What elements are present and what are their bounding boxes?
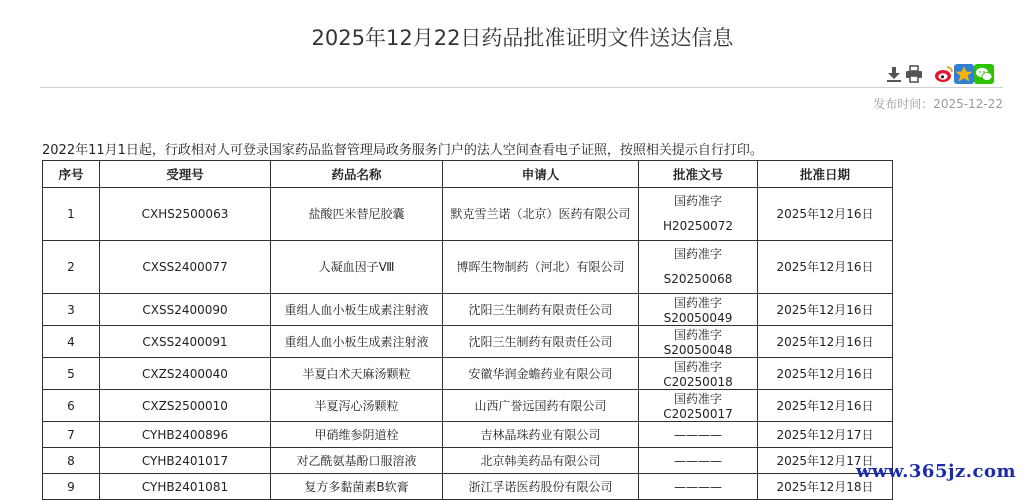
cell-index: 3 bbox=[43, 294, 100, 326]
cell-approval-date: 2025年12月18日 bbox=[758, 474, 893, 500]
table-header-row bbox=[43, 161, 893, 188]
cell-drug-name: 重组人血小板生成素注射液 bbox=[271, 294, 443, 326]
table-row bbox=[43, 422, 893, 448]
table-row bbox=[43, 241, 893, 294]
table-row bbox=[43, 294, 893, 326]
cell-acceptance-no: CXZS2400040 bbox=[100, 358, 271, 390]
cell-acceptance-no: CXSS2400090 bbox=[100, 294, 271, 326]
header-index: 序号 bbox=[43, 161, 100, 188]
table-row bbox=[43, 358, 893, 390]
cell-drug-name: 人凝血因子Ⅷ bbox=[271, 241, 443, 294]
page-title: 2025年12月22日药品批准证明文件送达信息 bbox=[311, 26, 734, 50]
cell-index: 8 bbox=[43, 448, 100, 474]
header-applicant: 申请人 bbox=[443, 161, 639, 188]
cell-drug-name: 半夏白术天麻汤颗粒 bbox=[271, 358, 443, 390]
approval-table bbox=[42, 160, 893, 500]
cell-drug-name: 对乙酰氨基酚口服溶液 bbox=[271, 448, 443, 474]
cell-drug-name: 盐酸匹米替尼胶囊 bbox=[271, 188, 443, 241]
cell-index: 9 bbox=[43, 474, 100, 500]
cell-approval-date: 2025年12月16日 bbox=[758, 241, 893, 294]
table-row bbox=[43, 448, 893, 474]
cell-index: 5 bbox=[43, 358, 100, 390]
table-row bbox=[43, 474, 893, 500]
cell-applicant: 山西广誉远国药有限公司 bbox=[443, 390, 639, 422]
site-watermark: www.365jz.com bbox=[855, 461, 1016, 482]
cell-index: 7 bbox=[43, 422, 100, 448]
cell-approval-no: ———— bbox=[639, 422, 758, 448]
cell-approval-date: 2025年12月16日 bbox=[758, 326, 893, 358]
cell-approval-no: 国药准字S20050049 bbox=[639, 294, 758, 326]
cell-acceptance-no: CYHB2400896 bbox=[100, 422, 271, 448]
publish-date: 发布时间：2025-12-22 bbox=[873, 97, 1003, 111]
print-icon[interactable] bbox=[904, 64, 924, 84]
notice-text: 2022年11月1日起，行政相对人可登录国家药品监督管理局政务服务门户的法人空间查看电子证照，按照相关提示自行打印。 bbox=[42, 143, 763, 158]
cell-index: 4 bbox=[43, 326, 100, 358]
cell-acceptance-no: CXZS2500010 bbox=[100, 390, 271, 422]
cell-applicant: 浙江孚诺医药股份有限公司 bbox=[443, 474, 639, 500]
cell-approval-date: 2025年12月17日 bbox=[758, 422, 893, 448]
share-toolbar bbox=[884, 64, 994, 84]
cell-drug-name: 甲硝维参阴道栓 bbox=[271, 422, 443, 448]
cell-applicant: 北京韩美药品有限公司 bbox=[443, 448, 639, 474]
header-drug-name: 药品名称 bbox=[271, 161, 443, 188]
table-row bbox=[43, 188, 893, 241]
title-divider bbox=[40, 87, 1003, 88]
cell-approval-date: 2025年12月16日 bbox=[758, 294, 893, 326]
cell-drug-name: 半夏泻心汤颗粒 bbox=[271, 390, 443, 422]
header-approval-date: 批准日期 bbox=[758, 161, 893, 188]
download-icon[interactable] bbox=[884, 64, 904, 84]
cell-acceptance-no: CXSS2400091 bbox=[100, 326, 271, 358]
cell-approval-no: 国药准字H20250072 bbox=[639, 188, 758, 241]
table-row bbox=[43, 326, 893, 358]
cell-approval-no: 国药准字C20250017 bbox=[639, 390, 758, 422]
cell-applicant: 安徽华润金蟾药业有限公司 bbox=[443, 358, 639, 390]
cell-approval-date: 2025年12月16日 bbox=[758, 188, 893, 241]
table-row bbox=[43, 390, 893, 422]
cell-index: 1 bbox=[43, 188, 100, 241]
cell-acceptance-no: CYHB2401081 bbox=[100, 474, 271, 500]
cell-approval-no: 国药准字C20250018 bbox=[639, 358, 758, 390]
cell-approval-date: 2025年12月17日 bbox=[758, 448, 893, 474]
wechat-icon[interactable] bbox=[974, 64, 994, 84]
weibo-icon[interactable] bbox=[934, 64, 954, 84]
cell-approval-no: 国药准字S20050048 bbox=[639, 326, 758, 358]
cell-approval-no: ———— bbox=[639, 448, 758, 474]
cell-index: 6 bbox=[43, 390, 100, 422]
cell-approval-no: 国药准字S20250068 bbox=[639, 241, 758, 294]
qzone-icon[interactable] bbox=[954, 64, 974, 84]
cell-acceptance-no: CXHS2500063 bbox=[100, 188, 271, 241]
cell-applicant: 默克雪兰诺（北京）医药有限公司 bbox=[443, 188, 639, 241]
cell-approval-no: ———— bbox=[639, 474, 758, 500]
cell-approval-date: 2025年12月16日 bbox=[758, 358, 893, 390]
cell-drug-name: 重组人血小板生成素注射液 bbox=[271, 326, 443, 358]
cell-approval-date: 2025年12月16日 bbox=[758, 390, 893, 422]
cell-acceptance-no: CXSS2400077 bbox=[100, 241, 271, 294]
cell-index: 2 bbox=[43, 241, 100, 294]
header-approval-no: 批准文号 bbox=[639, 161, 758, 188]
cell-applicant: 吉林晶珠药业有限公司 bbox=[443, 422, 639, 448]
cell-drug-name: 复方多黏菌素B软膏 bbox=[271, 474, 443, 500]
header-acceptance-no: 受理号 bbox=[100, 161, 271, 188]
cell-acceptance-no: CYHB2401017 bbox=[100, 448, 271, 474]
cell-applicant: 沈阳三生制药有限责任公司 bbox=[443, 326, 639, 358]
cell-applicant: 博晖生物制药（河北）有限公司 bbox=[443, 241, 639, 294]
cell-applicant: 沈阳三生制药有限责任公司 bbox=[443, 294, 639, 326]
